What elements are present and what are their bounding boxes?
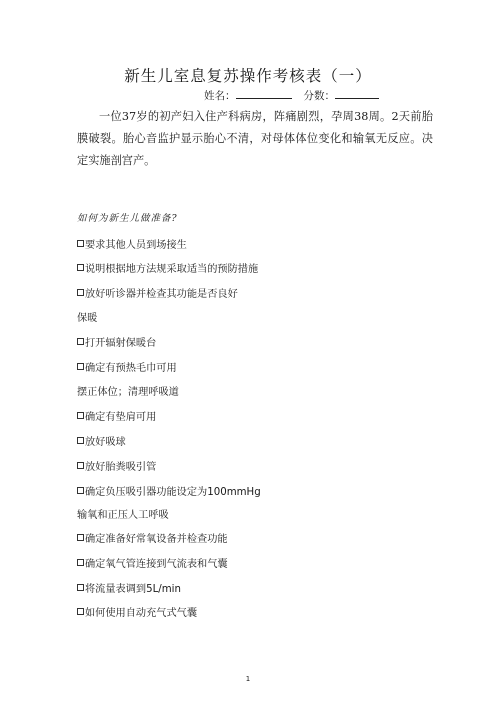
name-blank <box>236 88 292 99</box>
item-text: 如何使用自动充气式气囊 <box>85 608 198 619</box>
checklist-item <box>77 530 228 545</box>
checkbox-square-icon <box>77 487 84 494</box>
item-text: 确定氧气管连接到气流表和气囊 <box>85 559 228 570</box>
checkbox-square-icon <box>77 412 84 419</box>
checklist-item <box>77 359 177 374</box>
checkbox-square-icon <box>77 534 84 541</box>
case-description: 一位37岁的初产妇入住产科病房，阵痛剧烈，孕周38周。2天前胎膜破裂。胎心音监护显示胎心不清，对母体体位变化和输氧无反应。决定实施剖宫产。 <box>77 110 433 167</box>
item-text: 确定负压吸引器功能设定为100mmHg <box>85 487 261 498</box>
checkbox-square-icon <box>77 240 84 247</box>
checklist-item <box>77 483 261 498</box>
score-blank <box>335 88 379 99</box>
name-label: 姓名： <box>204 90 236 102</box>
page-number: 1 <box>245 675 251 683</box>
item-text: 放好胎粪吸引管 <box>85 462 157 473</box>
section-label <box>77 309 97 324</box>
item-text: 确定准备好常氧设备并检查功能 <box>85 534 228 545</box>
checklist-item <box>77 604 197 619</box>
checklist-item <box>77 555 228 570</box>
page-title: 新生儿室息复苏操作考核表（一） <box>124 67 372 85</box>
item-text: 说明根据地方法规采取适当的预防措施 <box>85 264 259 275</box>
item-text: 保暖 <box>77 313 98 324</box>
checkbox-square-icon <box>77 264 84 271</box>
checklist-item <box>77 285 238 300</box>
checkbox-square-icon <box>77 363 84 370</box>
checkbox-square-icon <box>77 559 84 566</box>
section-label <box>77 383 179 398</box>
checkbox-square-icon <box>77 338 84 345</box>
item-text: 打开辐射保暖台 <box>85 338 157 349</box>
checklist-item <box>77 236 187 251</box>
checkbox-square-icon <box>77 437 84 444</box>
checkbox-square-icon <box>77 462 84 469</box>
form-header <box>204 88 379 103</box>
checklist-item <box>77 458 156 473</box>
score-label: 分数： <box>303 90 335 102</box>
checklist-item <box>77 260 258 275</box>
section-label <box>77 506 169 521</box>
checklist-item <box>77 433 126 448</box>
item-text: 将流量表调到5L/min <box>85 584 181 595</box>
item-text: 输氧和正压人工呼吸 <box>77 510 169 521</box>
item-text: 放好吸球 <box>85 437 126 448</box>
question-heading: 如何为新生儿做准备? <box>77 213 178 224</box>
item-text: 放好听诊器并检查其功能是否良好 <box>85 289 238 300</box>
checkbox-square-icon <box>77 608 84 615</box>
checklist-item <box>77 334 156 349</box>
item-text: 要求其他人员到场接生 <box>85 240 187 251</box>
item-text: 确定有预热毛巾可用 <box>85 363 177 374</box>
checkbox-square-icon <box>77 584 84 591</box>
checkbox-square-icon <box>77 289 84 296</box>
checklist-item <box>77 408 156 423</box>
item-text: 摆正体位；清理呼吸道 <box>77 387 179 398</box>
item-text: 确定有垫肩可用 <box>85 412 157 423</box>
checklist-item <box>77 580 181 595</box>
